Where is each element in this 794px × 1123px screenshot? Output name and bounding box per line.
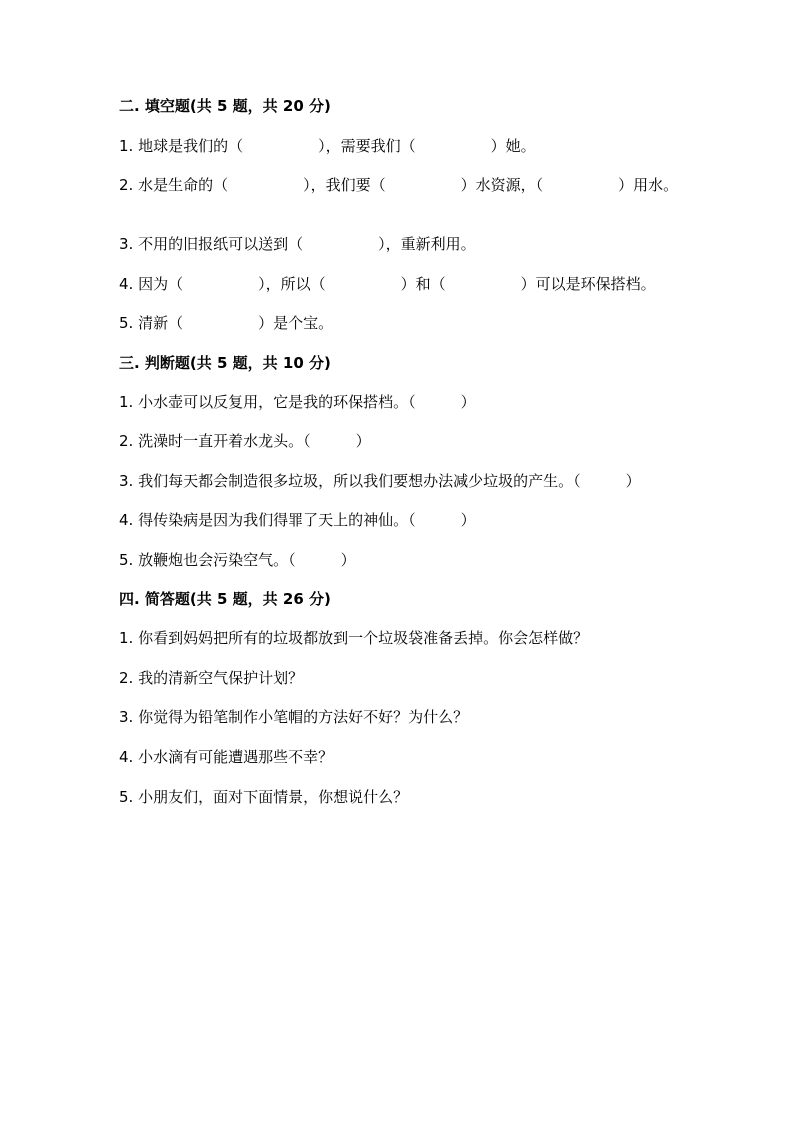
true-false-question-5: 5. 放鞭炮也会污染空气。（ ） bbox=[119, 551, 356, 569]
fill-blank-question-4: 4. 因为（ ），所以（ ）和（ ）可以是环保搭档。 bbox=[119, 275, 656, 293]
short-answer-question-3: 3. 你觉得为铅笔制作小笔帽的方法好不好？为什么？ bbox=[119, 708, 469, 726]
short-answer-question-4: 4. 小水滴有可能遭遇那些不幸？ bbox=[119, 748, 334, 766]
section-title-true-false: 三. 判断题(共 5 题，共 10 分) bbox=[119, 354, 331, 372]
section-title-fill-blank: 二. 填空题(共 5 题，共 20 分) bbox=[119, 97, 331, 115]
short-answer-question-1: 1. 你看到妈妈把所有的垃圾都放到一个垃圾袋准备丢掉。你会怎样做？ bbox=[119, 629, 589, 647]
true-false-question-1: 1. 小水壶可以反复用，它是我的环保搭档。（ ） bbox=[119, 393, 476, 411]
true-false-question-4: 4. 得传染病是因为我们得罪了天上的神仙。（ ） bbox=[119, 511, 476, 529]
fill-blank-question-1: 1. 地球是我们的（ ），需要我们（ ）她。 bbox=[119, 137, 536, 155]
true-false-question-3: 3. 我们每天都会制造很多垃圾，所以我们要想办法减少垃圾的产生。（ ） bbox=[119, 472, 641, 490]
short-answer-question-2: 2. 我的清新空气保护计划？ bbox=[119, 669, 304, 687]
fill-blank-question-3: 3. 不用的旧报纸可以送到（ ），重新利用。 bbox=[119, 235, 476, 253]
fill-blank-question-5: 5. 清新（ ）是个宝。 bbox=[119, 314, 334, 332]
short-answer-question-5: 5. 小朋友们，面对下面情景，你想说什么？ bbox=[119, 788, 409, 806]
fill-blank-question-2: 2. 水是生命的（ ），我们要（ ）水资源，（ ）用水。 bbox=[119, 176, 679, 194]
true-false-question-2: 2. 洗澡时一直开着水龙头。（ ） bbox=[119, 432, 371, 450]
section-title-short-answer: 四. 简答题(共 5 题，共 26 分) bbox=[119, 590, 331, 608]
